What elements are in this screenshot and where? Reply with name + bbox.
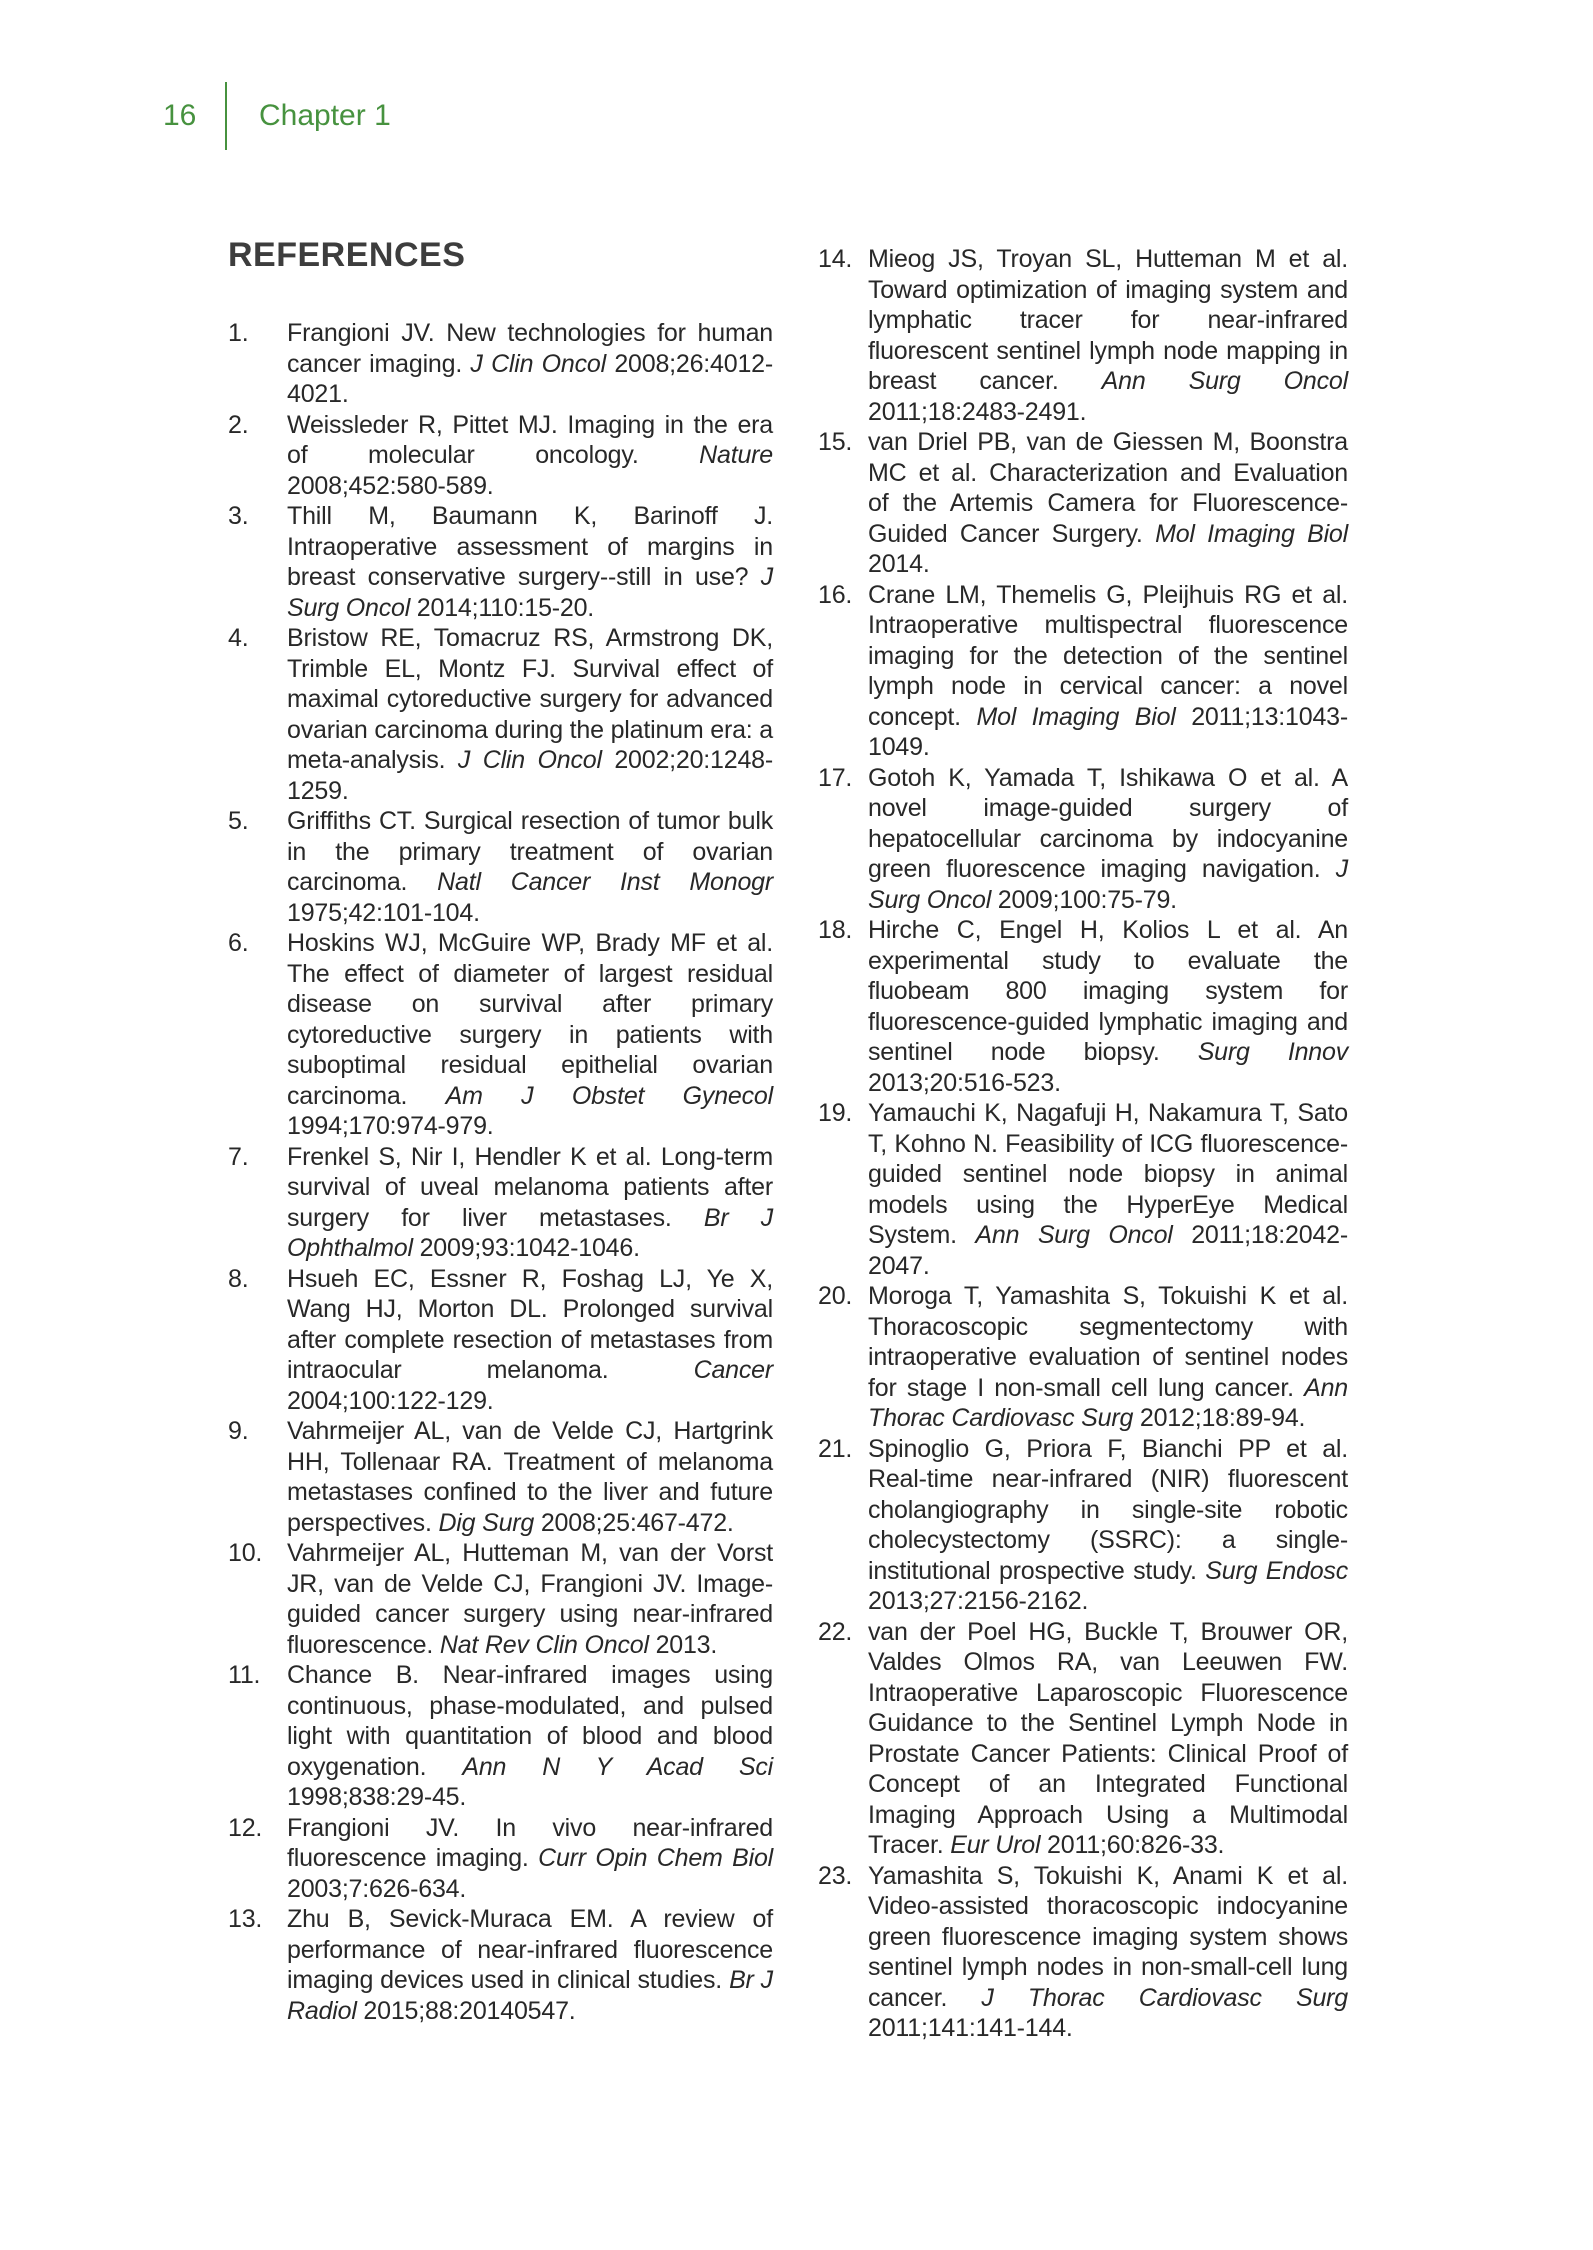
reference-text: Hoskins WJ, McGuire WP, Brady MF et al. The effect of diameter of largest residual disease on survival after primary cytoreductive surgery in patients with suboptimal residual epithelial ovarian carcinoma. Am J Obstet Gynecol 1994;170:974-979. <box>287 929 773 1140</box>
reference-item <box>228 318 773 410</box>
reference-item <box>818 244 1348 427</box>
reference-text: Vahrmeijer AL, van de Velde CJ, Hartgrink HH, Tollenaar RA. Treatment of melanoma metastases confined to the liver and future perspectives. Dig Surg 2008;25:467-472. <box>287 1417 773 1537</box>
reference-text: Griffiths CT. Surgical resection of tumor bulk in the primary treatment of ovarian carcinoma. Natl Cancer Inst Monogr 1975;42:101-104. <box>287 807 773 927</box>
reference-item <box>818 1861 1348 2044</box>
reference-text: Zhu B, Sevick-Muraca EM. A review of performance of near-infrared fluorescence imaging devices used in clinical studies. Br J Radiol 2015;88:20140547. <box>287 1905 773 2025</box>
reference-item <box>818 580 1348 763</box>
reference-text: Crane LM, Themelis G, Pleijhuis RG et al. Intraoperative multispectral fluorescence imaging for the detection of the sentinel lymph node in cervical cancer: a novel concept. Mol Imaging Biol 2011;13:1043-1049. <box>868 580 1348 761</box>
reference-item <box>228 1538 773 1660</box>
reference-item <box>818 427 1348 580</box>
reference-number: 10. <box>228 1539 263 1567</box>
chapter-title: Chapter 1 <box>259 99 391 132</box>
page-number: 16 <box>163 99 197 132</box>
reference-number: 11. <box>228 1661 261 1689</box>
reference-item <box>228 1416 773 1538</box>
reference-number: 4. <box>228 624 249 652</box>
reference-number: 21. <box>818 1434 853 1463</box>
reference-number: 9. <box>228 1417 249 1445</box>
reference-text: Moroga T, Yamashita S, Tokuishi K et al. Thoracoscopic segmentectomy with intraoperative evaluation of sentinel nodes for stage I non-small cell lung cancer. Ann Thorac Cardiovasc Surg 2012;18:89-94. <box>868 1282 1348 1432</box>
reference-number: 13. <box>228 1905 263 1933</box>
reference-number: 18. <box>818 916 853 944</box>
reference-text: Chance B. Near-infrared images using continuous, phase-modulated, and pulsed light with quantitation of blood and blood oxygenation. Ann N Y Acad Sci 1998;838:29-45. <box>287 1661 773 1811</box>
reference-text: Gotoh K, Yamada T, Ishikawa O et al. A novel image-guided surgery of hepatocellular carcinoma by indocyanine green fluorescence imaging navigation. J Surg Oncol 2009;100:75-79. <box>868 763 1348 914</box>
reference-text: Yamauchi K, Nagafuji H, Nakamura T, Sato T, Kohno N. Feasibility of ICG fluorescence-guided sentinel node biopsy in animal models using the HyperEye Medical System. Ann Surg Oncol 2011;18:2042-2047. <box>868 1099 1348 1280</box>
reference-text: Spinoglio G, Priora F, Bianchi PP et al. Real-time near-infrared (NIR) fluorescent cholangiography in single-site robotic cholecystectomy (SSRC): a single-institutional prospective study. Surg Endosc 2013;27:2156-2162. <box>868 1434 1348 1615</box>
reference-text: Frenkel S, Nir I, Hendler K et al. Long-term survival of uveal melanoma patients after surgery for liver metastases. Br J Ophthalmol 2009;93:1042-1046. <box>287 1142 774 1262</box>
reference-number: 16. <box>818 580 853 609</box>
reference-text: Yamashita S, Tokuishi K, Anami K et al. Video-assisted thoracoscopic indocyanine green fluorescence imaging system shows sentinel lymph nodes in non-small-cell lung cancer. J Thorac Cardiovasc Surg 2011;141:141-144. <box>868 1861 1349 2042</box>
reference-number: 1. <box>228 319 249 347</box>
reference-number: 7. <box>228 1142 249 1171</box>
reference-item <box>818 1098 1348 1281</box>
reference-item <box>228 1264 773 1417</box>
reference-item <box>228 1660 773 1813</box>
reference-item <box>228 410 773 502</box>
reference-number: 14. <box>818 245 853 273</box>
reference-text: Hirche C, Engel H, Kolios L et al. An experimental study to evaluate the fluobeam 800 imaging system for fluorescence-guided lymphatic imaging and sentinel node biopsy. Surg Innov 2013;20:516-523. <box>868 916 1348 1097</box>
reference-number: 3. <box>228 502 249 530</box>
reference-item <box>228 1142 773 1264</box>
reference-number: 15. <box>818 428 853 456</box>
reference-number: 12. <box>228 1813 263 1842</box>
reference-item <box>228 806 773 928</box>
reference-number: 17. <box>818 763 853 792</box>
header-divider-rule <box>225 82 227 150</box>
reference-number: 6. <box>228 929 249 957</box>
reference-item <box>818 915 1348 1098</box>
reference-number: 2. <box>228 410 249 439</box>
reference-number: 5. <box>228 807 249 835</box>
reference-text: Weissleder R, Pittet MJ. Imaging in the era of molecular oncology. Nature 2008;452:580-589. <box>287 410 773 500</box>
page-header <box>163 82 391 150</box>
reference-text: Bristow RE, Tomacruz RS, Armstrong DK, Trimble EL, Montz FJ. Survival effect of maximal cytoreductive surgery for advanced ovarian carcinoma during the platinum era: a meta-analysis. J Clin Oncol 2002;20:1248-1259. <box>287 624 773 805</box>
reference-item <box>818 1281 1348 1434</box>
reference-text: Thill M, Baumann K, Barinoff J. Intraoperative assessment of margins in breast conservative surgery--still in use? J Surg Oncol 2014;110:15-20. <box>287 502 773 622</box>
reference-list-right <box>818 244 1348 2044</box>
reference-number: 19. <box>818 1099 853 1127</box>
reference-text: Frangioni JV. In vivo near-infrared fluorescence imaging. Curr Opin Chem Biol 2003;7:626-634. <box>287 1813 773 1903</box>
reference-text: Frangioni JV. New technologies for human cancer imaging. J Clin Oncol 2008;26:4012-4021. <box>287 319 773 408</box>
reference-number: 8. <box>228 1264 249 1293</box>
reference-text: van der Poel HG, Buckle T, Brouwer OR, Valdes Olmos RA, van Leeuwen FW. Intraoperative Laparoscopic Fluorescence Guidance to the Sentinel Lymph Node in Prostate Cancer Patients: Clinical Proof of Concept of an Integrated Functional Imaging Approach Using a Multimodal Tracer. Eur Urol 2011;60:826-33. <box>868 1617 1348 1859</box>
reference-number: 23. <box>818 1861 853 1890</box>
references-column-left <box>228 238 773 2026</box>
reference-item <box>228 1904 773 2026</box>
reference-item <box>818 1434 1348 1617</box>
references-column-right <box>818 244 1348 2044</box>
reference-item <box>228 623 773 806</box>
reference-text: Hsueh EC, Essner R, Foshag LJ, Ye X, Wang HJ, Morton DL. Prolonged survival after complete resection of metastases from intraocular melanoma. Cancer 2004;100:122-129. <box>287 1264 773 1415</box>
reference-text: Vahrmeijer AL, Hutteman M, van der Vorst JR, van de Velde CJ, Frangioni JV. Image-guided cancer surgery using near-infrared fluorescence. Nat Rev Clin Oncol 2013. <box>287 1539 773 1659</box>
reference-text: Mieog JS, Troyan SL, Hutteman M et al. Toward optimization of imaging system and lymphatic tracer for near-infrared fluorescent sentinel lymph node mapping in breast cancer. Ann Surg Oncol 2011;18:2483-2491. <box>868 245 1348 426</box>
section-title: REFERENCES <box>228 236 466 274</box>
reference-list-left <box>228 318 773 2026</box>
reference-number: 20. <box>818 1282 853 1310</box>
reference-item <box>228 501 773 623</box>
reference-item <box>228 1813 773 1905</box>
reference-item <box>818 763 1348 916</box>
reference-number: 22. <box>818 1617 853 1646</box>
reference-item <box>228 928 773 1142</box>
reference-item <box>818 1617 1348 1861</box>
reference-text: van Driel PB, van de Giessen M, Boonstra MC et al. Characterization and Evaluation of the Artemis Camera for Fluorescence-Guided Cancer Surgery. Mol Imaging Biol 2014. <box>868 428 1348 578</box>
